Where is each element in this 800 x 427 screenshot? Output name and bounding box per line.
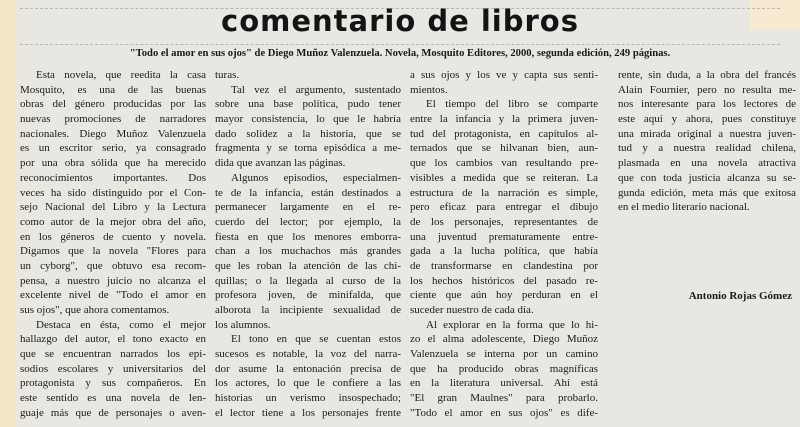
text-line: como autor de la mejor obra del año, bbox=[20, 215, 206, 228]
article-column-3 bbox=[410, 68, 598, 421]
article-column-2 bbox=[215, 68, 401, 421]
text-line: "El gran Maulnes" para probarlo. bbox=[410, 392, 598, 405]
text-line: es un escritor serio, ya consagrado bbox=[20, 142, 206, 155]
text-line: dida que avanzan las páginas. bbox=[215, 157, 346, 170]
text-line: Alain Fournier, pero no resulta me- bbox=[618, 83, 796, 96]
text-line: El tiempo del libro se comparte bbox=[426, 98, 598, 111]
text-line: sus ojos", que ahora comentamos. bbox=[20, 304, 170, 316]
text-line: chan a los muchachos más grandes bbox=[215, 245, 401, 258]
text-line: Algunos episodios, especialmen- bbox=[231, 171, 401, 184]
text-line: este sentido es una novela de len- bbox=[20, 392, 206, 405]
text-line: plasmada en una novela atractiva bbox=[618, 157, 796, 170]
text-line: a sus ojos y los ve y capta sus senti- bbox=[410, 69, 598, 81]
text-line: los alumnos. bbox=[215, 318, 271, 331]
text-line: que se encuentran narrados los epi- bbox=[20, 348, 206, 361]
text-line: de transformarse en clandestina por bbox=[410, 259, 598, 272]
text-line: hallazgo del autor, el tono exacto en bbox=[20, 333, 206, 346]
author-signature: Antonio Rojas Gómez bbox=[688, 290, 792, 302]
text-line: pero eficaz para entregar el dibujo bbox=[410, 201, 598, 214]
text-line: Al explorar en la forma que lo hi- bbox=[426, 318, 598, 331]
text-line: que les roban la atención de las chi- bbox=[215, 259, 401, 272]
divider bbox=[20, 44, 780, 45]
text-line: por una obra sólida que ha merecido bbox=[20, 157, 206, 170]
text-line: zo el alma adolescente, Diego Muñoz bbox=[410, 333, 598, 346]
text-line: que los cambios van resultando pre- bbox=[410, 157, 598, 170]
text-line: suceder nuestro de cada día. bbox=[410, 304, 534, 316]
text-line: una mirada original a nuestra juven- bbox=[618, 127, 796, 140]
text-line: quillas; o la llegada al curso de la bbox=[215, 274, 401, 287]
text-line: que con toda justicia alcanza su se- bbox=[618, 171, 796, 184]
text-line: te de la infancia, están destinados a bbox=[215, 186, 401, 199]
text-line: sucesos es notable, la voz del narra- bbox=[215, 348, 401, 361]
text-line: alborota la incipiente sexualidad de bbox=[215, 304, 401, 316]
text-line: guaje más que de personajes o aven- bbox=[20, 406, 206, 419]
text-line: visibles a medida que se reiteran. La bbox=[410, 171, 598, 184]
text-line: sodios escolares y universitarios del bbox=[20, 362, 206, 375]
text-line: ciente que aún hoy perduran en el bbox=[410, 289, 598, 302]
text-line: este aquí y ahora, pues constituye bbox=[618, 113, 796, 126]
text-line: historias un verismo insospechado; bbox=[215, 392, 401, 405]
paper-edge bbox=[0, 0, 16, 427]
section-title: comentario de libros bbox=[221, 4, 579, 38]
text-line: una juventud prematuramente entre- bbox=[410, 230, 598, 243]
text-line: sejo Nacional del Libro y la Lectura bbox=[20, 201, 206, 214]
text-line: mayor consistencia, lo que le habría bbox=[215, 113, 401, 126]
text-line: sobre una base política, pudo tener bbox=[215, 98, 401, 111]
text-line: entre la infancia y la primera juven- bbox=[410, 113, 598, 126]
text-line: un cyborg", que obtuvo esa recom- bbox=[20, 259, 206, 272]
text-line: reconocimientos importantes. Dos bbox=[20, 171, 206, 184]
text-line: dado solidez a la historia, que se bbox=[215, 127, 401, 140]
text-line: Destaca en ésta, como el mejor bbox=[36, 318, 206, 331]
text-line: mientos. bbox=[410, 83, 448, 96]
text-line: nacionales. Diego Muñoz Valenzuela bbox=[20, 127, 206, 140]
text-line: fragmenta y se torna episódica a me- bbox=[215, 142, 401, 155]
book-reference: "Todo el amor en sus ojos" de Diego Muñoz Valenzuela. Novela, Mosquito Editores, 2000, segunda edición, 249 páginas. bbox=[129, 48, 671, 59]
text-line: nuevas promociones de narradores bbox=[20, 113, 206, 126]
article-column-4 bbox=[618, 68, 796, 215]
text-line: protagonista y sus compañeros. En bbox=[20, 377, 206, 390]
text-line: tud del protagonista, en capítulos al- bbox=[410, 127, 598, 140]
text-line: Tal vez el argumento, sustentado bbox=[231, 83, 401, 96]
text-line: obras del género producidas por las bbox=[20, 98, 206, 111]
text-line: Esta novela, que reedita la casa bbox=[36, 69, 206, 81]
text-line: los hechos históricos del pasado re- bbox=[410, 274, 598, 287]
article-column-1 bbox=[20, 68, 206, 421]
text-line: rente, sin duda, a la obra del francés bbox=[618, 69, 796, 81]
text-line: Mosquito, es una de las buenas bbox=[20, 83, 206, 96]
text-line: el lector tiene a los personajes frente bbox=[215, 406, 401, 419]
text-line: ternados que se hilvanan bien, aun- bbox=[410, 142, 598, 155]
text-line: en la literatura universal. Ahí está bbox=[410, 377, 598, 390]
text-line: en los géneros de cuento y novela. bbox=[20, 230, 206, 243]
text-line: veces ha sido distinguido por el Con- bbox=[20, 186, 206, 199]
text-line: dor asume la entonación precisa de bbox=[215, 362, 401, 375]
text-line: de los personajes, representantes de bbox=[410, 215, 598, 228]
text-line: excelente nivel de "Todo el amor en bbox=[20, 289, 206, 302]
text-line: tud y a nuestra realidad chilena, bbox=[618, 142, 796, 155]
text-line: cuerdo del lector; por ejemplo, la bbox=[215, 215, 401, 228]
text-line: estructura de la narración es simple, bbox=[410, 186, 598, 199]
text-line: fiesta en que los menores emborra- bbox=[215, 230, 401, 243]
text-line: que ha producido obras magníficas bbox=[410, 362, 598, 375]
text-line: gunda edición, meta más que exitosa bbox=[618, 186, 796, 199]
text-line: "Todo el amor en sus ojos" es dife- bbox=[410, 406, 598, 419]
text-line: El tono en que se cuentan estos bbox=[231, 333, 401, 346]
text-line: gada a la lucha política, que había bbox=[410, 245, 598, 258]
text-line: permanecer largamente en el re- bbox=[215, 201, 401, 214]
text-line: turas. bbox=[215, 69, 240, 81]
text-line: los actores, lo que le confiere a las bbox=[215, 377, 401, 390]
text-line: Valenzuela se interna por un camino bbox=[410, 348, 598, 361]
text-line: pensa, a nuestro juicio no alcanza el bbox=[20, 274, 206, 287]
text-line: profesora joven, de minifalda, que bbox=[215, 289, 401, 302]
text-line: nos interesante para los lectores de bbox=[618, 98, 796, 111]
text-line: en el medio literario nacional. bbox=[618, 201, 750, 214]
text-line: Digamos que la novela "Flores para bbox=[20, 245, 206, 258]
